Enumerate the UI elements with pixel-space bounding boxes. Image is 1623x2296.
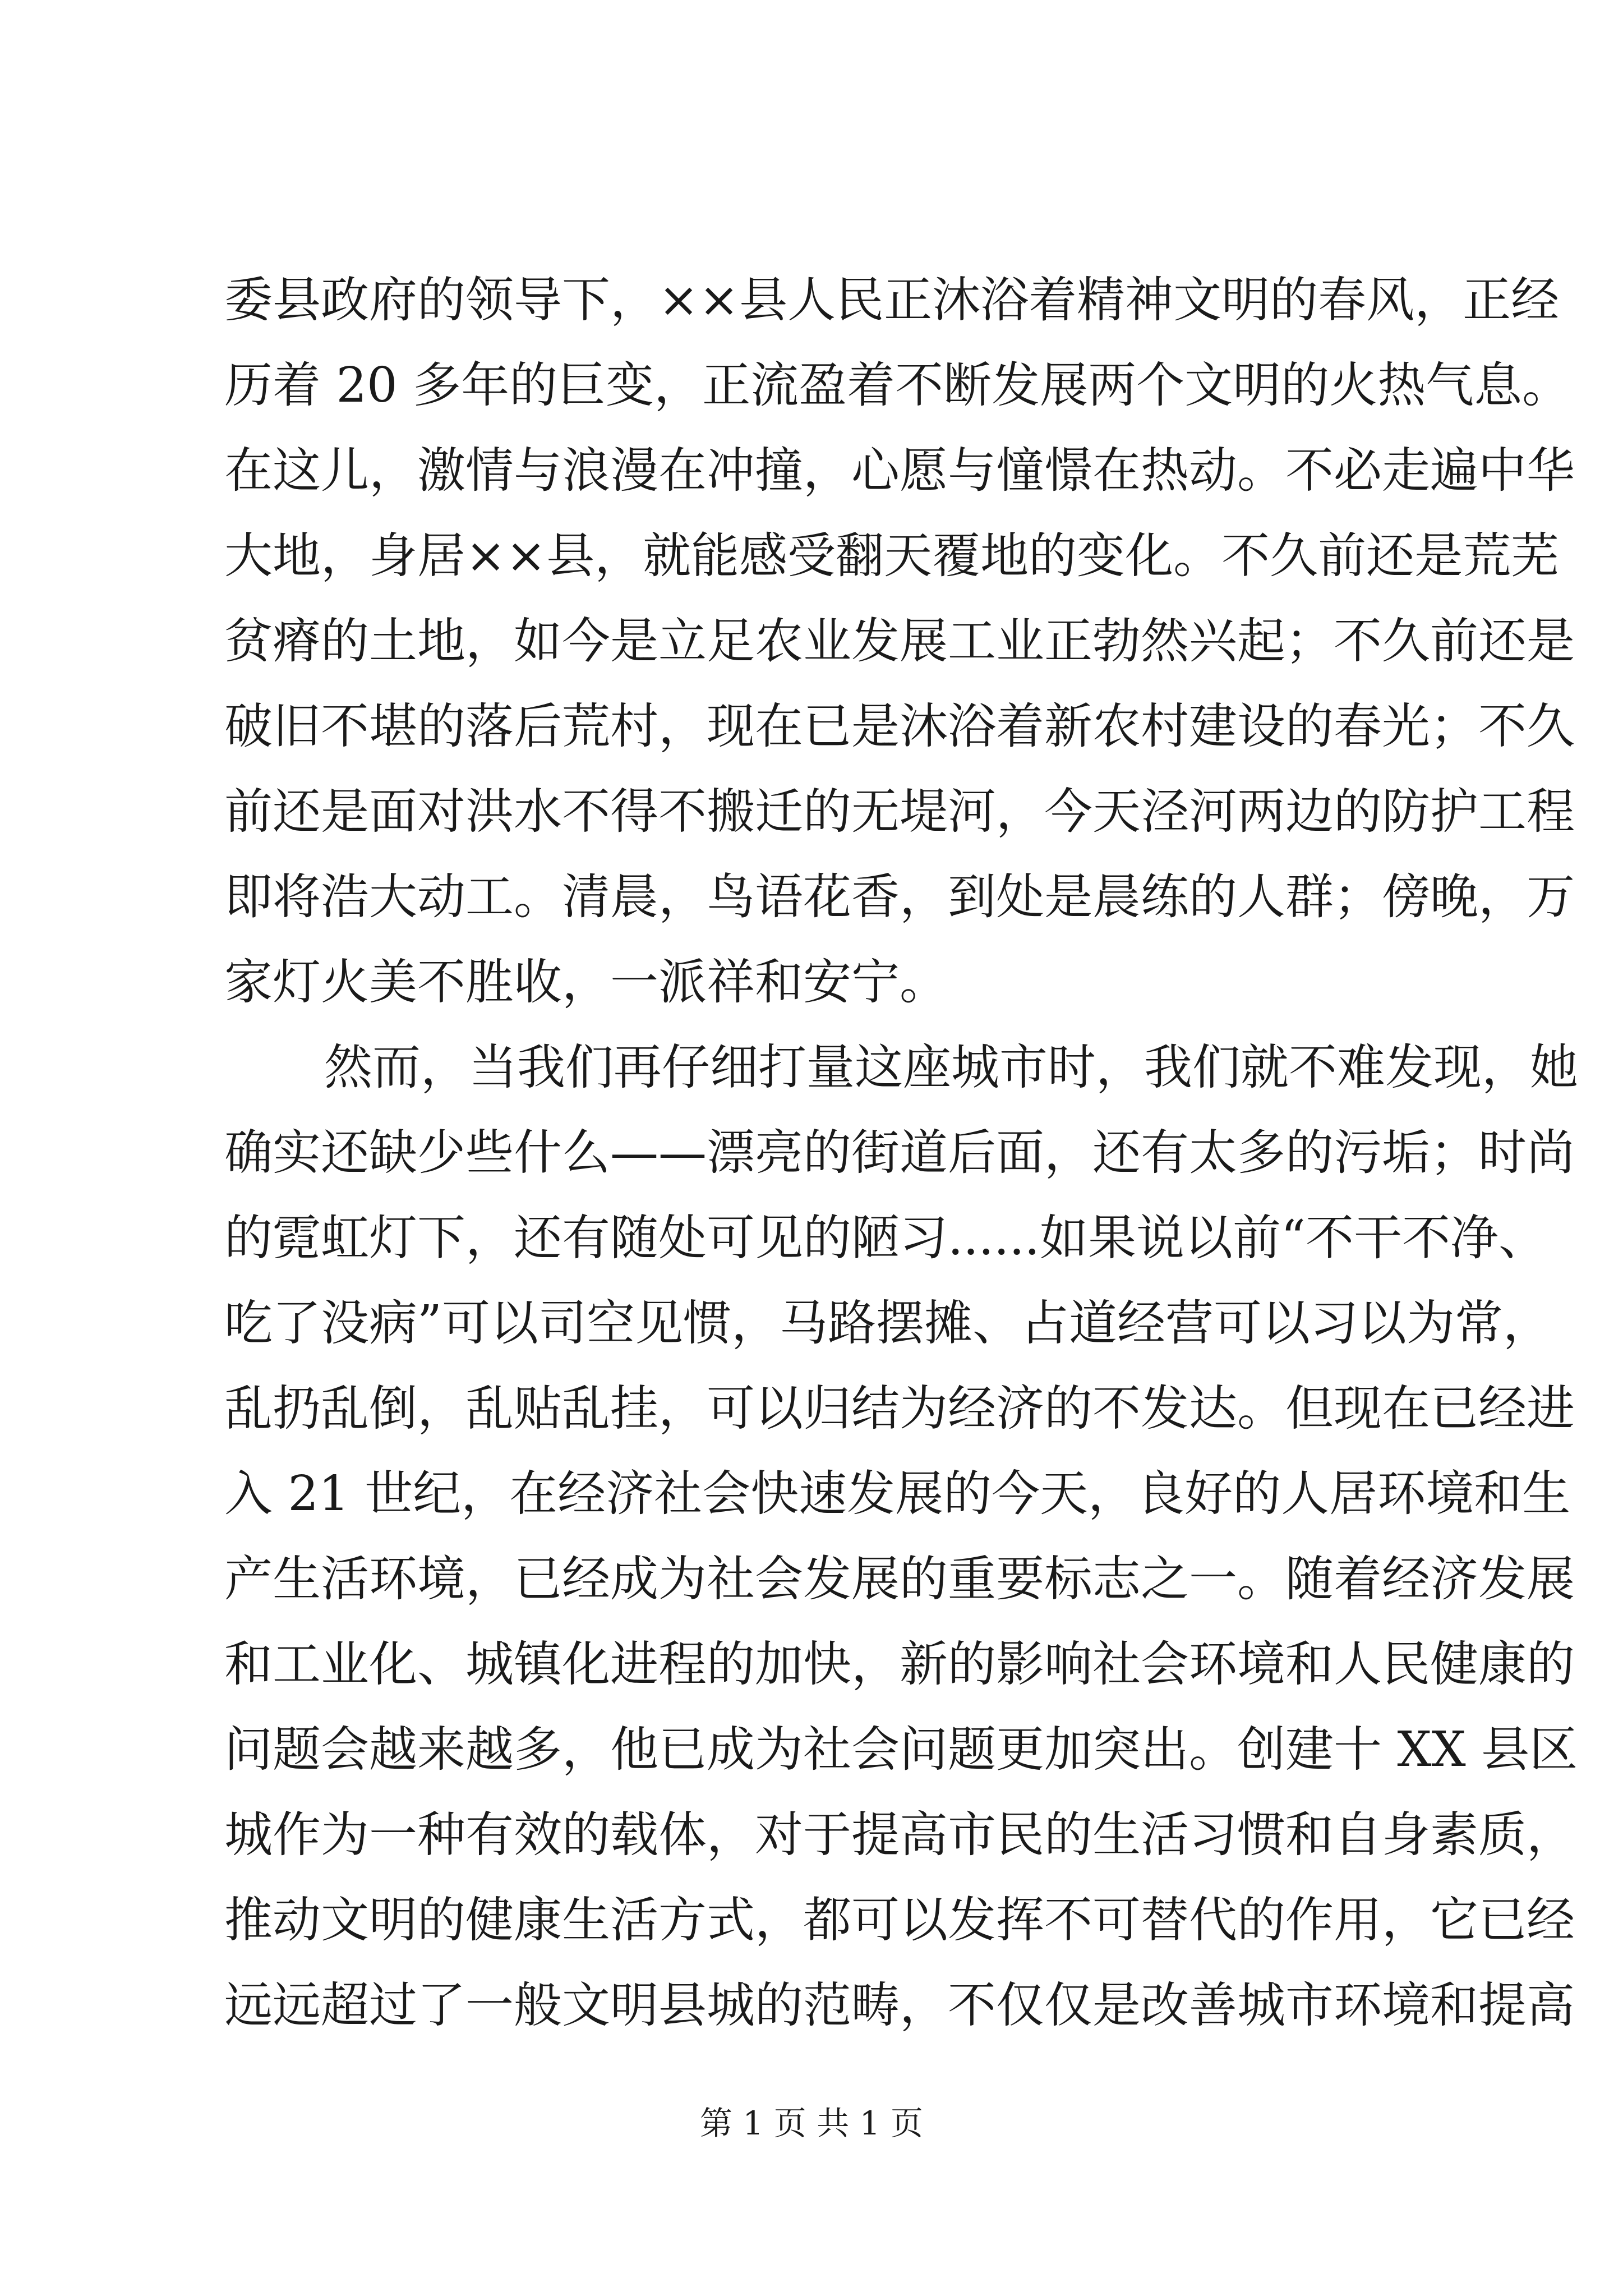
page-number-footer: 第 1 页 共 1 页 — [700, 2104, 923, 2142]
body-text-line: 远远超过了一般文明县城的范畴，不仅仅是改善城市环境和提高 — [224, 1977, 1575, 2033]
body-text-line: 推动文明的健康生活方式，都可以发挥不可替代的作用，它已经 — [224, 1892, 1575, 1948]
body-text-line: 乱扔乱倒，乱贴乱挂，可以归结为经济的不发达。但现在已经进 — [224, 1381, 1575, 1437]
body-text-line: 即将浩大动工。清晨，鸟语花香，到处是晨练的人群；傍晚，万 — [224, 869, 1575, 925]
body-text-line: 城作为一种有效的载体，对于提高市民的生活习惯和自身素质， — [224, 1807, 1575, 1863]
body-text-line: 在这儿，激情与浪漫在冲撞，心愿与憧憬在热动。不必走遍中华 — [224, 443, 1575, 499]
body-text-line: 和工业化、城镇化进程的加快，新的影响社会环境和人民健康的 — [224, 1636, 1575, 1692]
body-text-line: 入 21 世纪，在经济社会快速发展的今天，良好的人居环境和生 — [224, 1466, 1571, 1522]
body-text-line: 前还是面对洪水不得不搬迁的无堤河，今天泾河两边的防护工程 — [224, 784, 1575, 840]
body-text-line: 问题会越来越多，他已成为社会问题更加突出。创建十 XX 县区 — [224, 1722, 1578, 1778]
body-text-line: 破旧不堪的落后荒村，现在已是沐浴着新农村建设的春光；不久 — [224, 698, 1575, 754]
paragraph-first-line: 然而，当我们再仔细打量这座城市时，我们就不难发现，她 — [324, 1039, 1578, 1096]
body-text-line: 的霓虹灯下，还有随处可见的陋习......如果说以前“不干不净、 — [224, 1210, 1547, 1266]
body-text-line: 贫瘠的土地，如今是立足农业发展工业正勃然兴起；不久前还是 — [224, 613, 1575, 669]
body-text-line: 确实还缺少些什么——漂亮的街道后面，还有太多的污垢；时尚 — [224, 1125, 1575, 1181]
body-text-line: 吃了没病”可以司空见惯，马路摆摊、占道经营可以习以为常， — [224, 1295, 1551, 1351]
body-text-line: 委县政府的领导下，××县人民正沐浴着精神文明的春风，正经 — [224, 272, 1560, 328]
body-text-line: 家灯火美不胜收，一派祥和安宁。 — [224, 954, 948, 1010]
body-text-line: 大地，身居××县，就能感受翻天覆地的变化。不久前还是荒芜 — [224, 528, 1560, 584]
body-text-line: 产生活环境，已经成为社会发展的重要标志之一。随着经济发展 — [224, 1551, 1575, 1607]
body-text-line: 历着 20 多年的巨变，正流盈着不断发展两个文明的火热气息。 — [224, 357, 1571, 413]
